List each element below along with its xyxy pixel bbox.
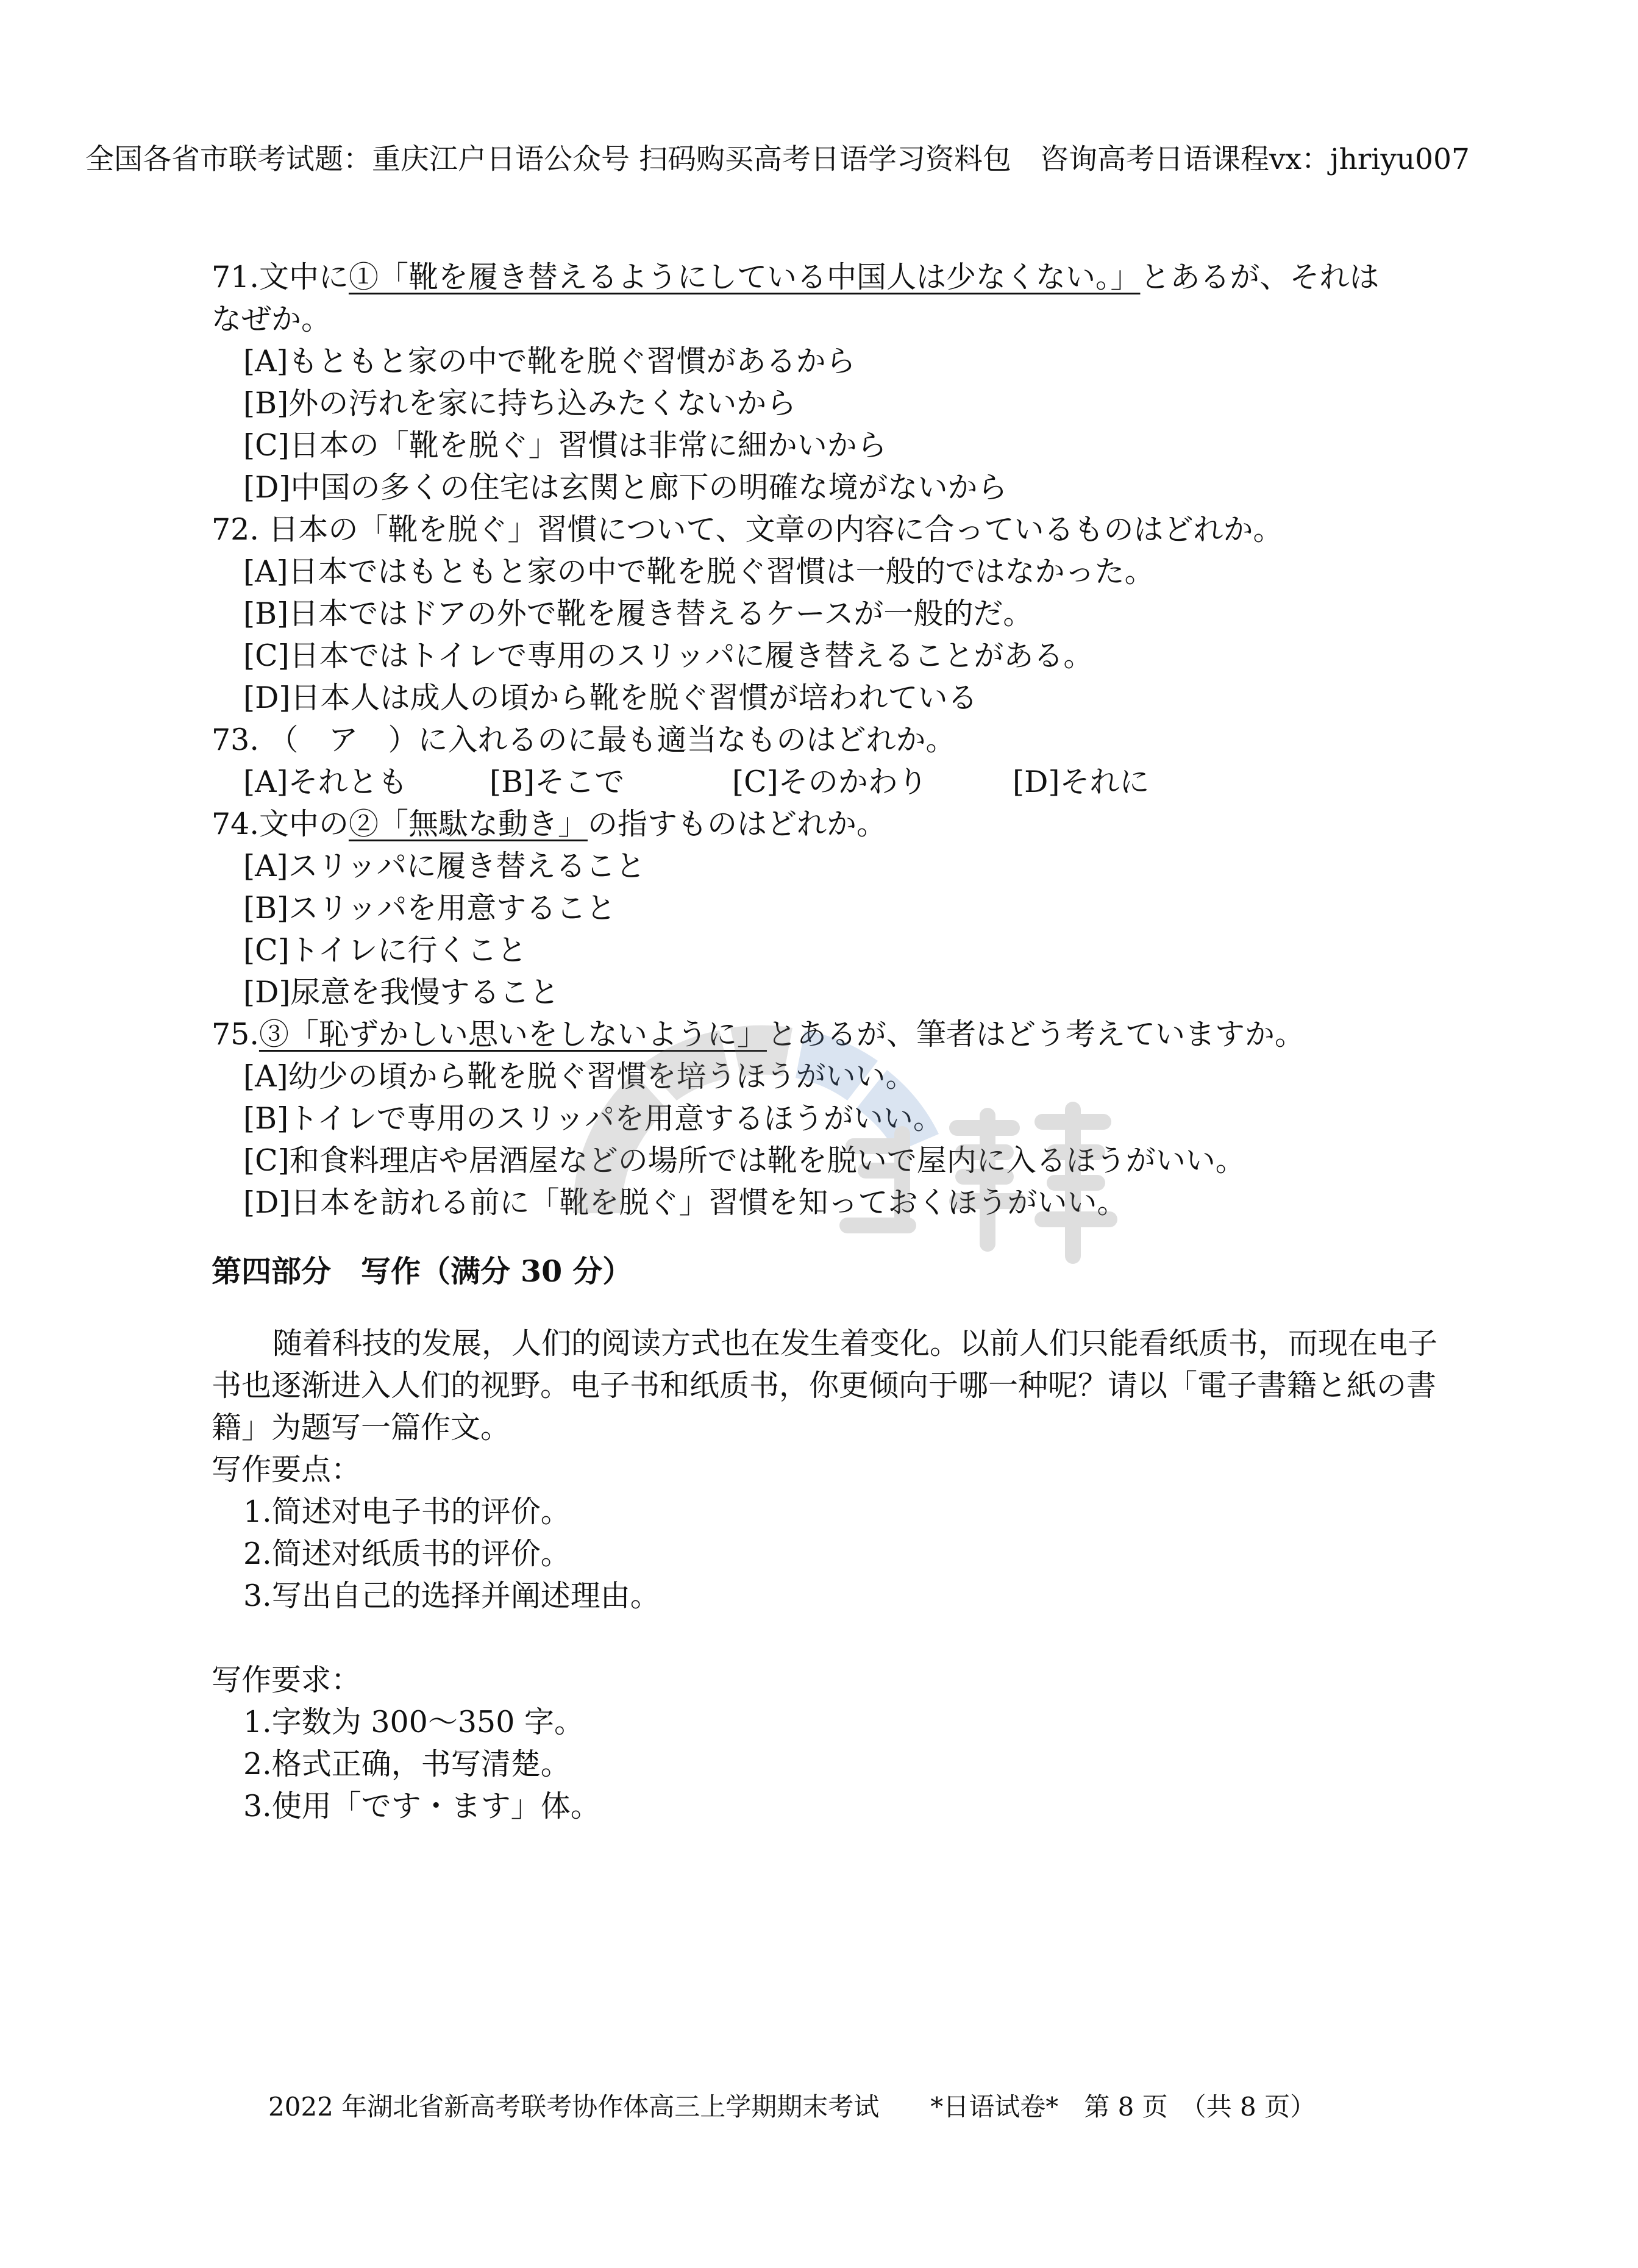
- question-72: [212, 508, 1443, 719]
- question-73: [212, 719, 1443, 803]
- question-71: [212, 256, 1443, 508]
- writing-point-1: 1.简述对电子书的评价。: [243, 1494, 571, 1529]
- section-title: 第四部分 写作（满分 30 分）: [212, 1253, 633, 1289]
- option-a: [A]日本ではもともと家の中で靴を脱ぐ習慣は一般的ではなかった。: [243, 554, 1155, 589]
- option-a: [A]それとも: [243, 765, 408, 799]
- page-header-banner: 全国各省市联考试题：重庆江户日语公众号 扫码购买高考日语学习资料包 咨询高考日语课程vx：jhriyu007: [85, 143, 1470, 176]
- option-c: [C]和食料理店や居酒屋などの場所では靴を脱いで屋内に入るほうがいい。: [243, 1143, 1245, 1178]
- option-b: [B]そこで: [490, 765, 625, 799]
- writing-section: [212, 1250, 1443, 1827]
- underlined-quote: ①「靴を履き替えるようにしている中国人は少なくない。」: [348, 260, 1141, 294]
- stem-text: とあるが、それは: [1140, 260, 1380, 294]
- option-d: [D]日本人は成人の頃から靴を脱ぐ習慣が培われている: [243, 680, 978, 715]
- option-b: [B]日本ではドアの外で靴を履き替えるケースが一般的だ。: [243, 596, 1033, 631]
- option-d: [D]日本を訪れる前に「靴を脱ぐ」習慣を知っておくほうがいい。: [243, 1185, 1127, 1220]
- writing-point-2: 2.简述对纸质书的评价。: [243, 1536, 571, 1571]
- requirement-1: 1.字数为 300～350 字。: [243, 1705, 584, 1739]
- points-heading: 写作要点：: [212, 1452, 361, 1487]
- question-73-stem: 73. （ ア ）に入れるのに最も適当なものはどれか。: [212, 722, 956, 757]
- stem-text: 文中の: [258, 807, 349, 841]
- requirement-2: 2.格式正确，书写清楚。: [243, 1747, 571, 1781]
- question-number: 75.: [212, 1017, 259, 1052]
- option-c: [C]トイレに行くこと: [243, 933, 527, 968]
- question-75: [212, 1013, 1443, 1224]
- option-b: [B]スリッパを用意すること: [243, 891, 616, 925]
- question-71-stem-cont: なぜか。: [212, 302, 332, 337]
- option-a: [A]幼少の頃から靴を脱ぐ習慣を培うほうがいい。: [243, 1059, 916, 1094]
- page-footer: 2022 年湖北省新高考联考协作体高三上学期期末考试 *日语试卷* 第 8 页 （共 8 页）: [268, 2092, 1316, 2122]
- requirement-3: 3.使用「です・ます」体。: [243, 1789, 600, 1824]
- question-74: [212, 803, 1443, 1013]
- option-c: [C]日本ではトイレで専用のスリッパに履き替えることがある。: [243, 638, 1094, 673]
- option-d: [D]それに: [1013, 765, 1150, 799]
- option-b: [B]外の汚れを家に持ち込みたくないから: [243, 386, 797, 421]
- question-74-stem: [212, 803, 1443, 845]
- option-b: [B]トイレで専用のスリッパを用意するほうがいい。: [243, 1101, 943, 1136]
- exam-content: [212, 256, 1443, 1827]
- option-d: [D]中国の多くの住宅は玄関と廊下の明確な境がないから: [243, 470, 1008, 505]
- stem-text: の指すものはどれか。: [587, 807, 886, 841]
- option-c: [C]日本の「靴を脱ぐ」習慣は非常に細かいから: [243, 428, 887, 463]
- stem-text: 文中に: [258, 260, 349, 294]
- writing-point-3: 3.写出自己的选择并阐述理由。: [243, 1578, 660, 1613]
- requirements-heading: 写作要求：: [212, 1663, 361, 1697]
- writing-prompt: 随着科技的发展，人们的阅读方式也在发生着变化。以前人们只能看纸质书，而现在电子书也逐渐进入人们的视野。电子书和纸质书，你更倾向于哪一种呢？请以「電子書籍と紙の書籍」为题写一篇作文。: [212, 1326, 1438, 1445]
- option-a: [A]スリッパに履き替えること: [243, 849, 646, 883]
- question-71-stem: [212, 256, 1443, 298]
- option-d: [D]尿意を我慢すること: [243, 975, 560, 1010]
- stem-text: とあるが、筆者はどう考えていますか。: [766, 1017, 1305, 1052]
- underlined-quote: ②「無駄な動き」: [348, 807, 588, 841]
- question-73-options: [212, 761, 1443, 803]
- underlined-quote: ③「恥ずかしい思いをしないように」: [258, 1017, 767, 1052]
- question-number: 74.: [212, 807, 259, 841]
- option-a: [A]もともと家の中で靴を脱ぐ習慣があるから: [243, 344, 856, 379]
- question-72-stem: 72. 日本の「靴を脱ぐ」習慣について、文章の内容に合っているものはどれか。: [212, 512, 1283, 547]
- question-75-stem: [212, 1013, 1443, 1055]
- question-number: 71.: [212, 260, 259, 294]
- option-c: [C]そのかわり: [732, 765, 928, 799]
